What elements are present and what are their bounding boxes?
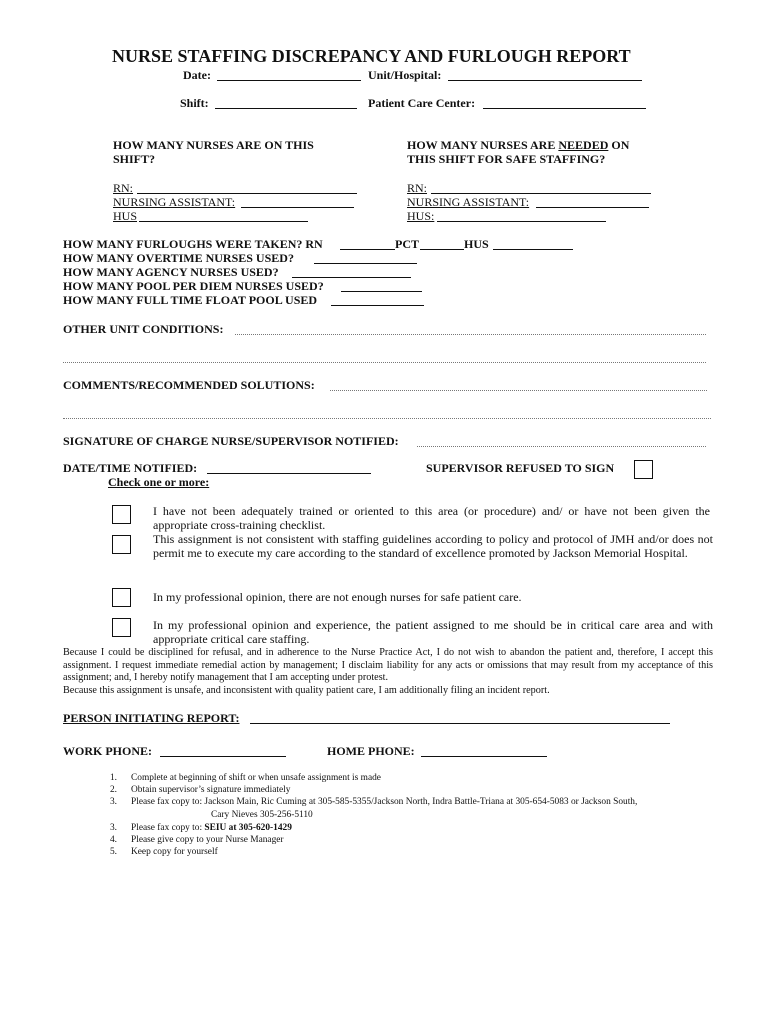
instruction-num: 2. (109, 785, 117, 795)
patient-care-center-field[interactable] (483, 108, 646, 109)
needed-hus-field[interactable] (437, 221, 606, 222)
on-shift-rn-field[interactable] (137, 193, 357, 194)
other-conditions-field[interactable] (235, 334, 706, 335)
instruction-item: Complete at beginning of shift or when unsafe assignment is made (131, 773, 381, 783)
instruction-item: Please fax copy to: Jackson Main, Ric Cuming at 305-585-5355/Jackson North, Indra Battle-Triana at 305-654-5083 or Jackson South, (131, 797, 638, 807)
signature-label: SIGNATURE OF CHARGE NURSE/SUPERVISOR NOTIFIED: (63, 434, 399, 448)
instruction-item: Obtain supervisor’s signature immediately (131, 785, 291, 795)
instruction-item: Please give copy to your Nurse Manager (131, 835, 284, 845)
other-conditions-field-2[interactable] (63, 362, 706, 363)
needed-rn-field[interactable] (431, 193, 651, 194)
instruction-num: 3. (109, 823, 117, 833)
on-shift-rn-label: RN: (113, 181, 134, 195)
agency-field[interactable] (292, 277, 411, 278)
on-shift-na-field[interactable] (241, 207, 354, 208)
work-phone-field[interactable] (160, 756, 286, 757)
option-1-text: I have not been adequately trained or oriented to this area (or procedure) and/ or have not been given the appropriate cross-training checklist. (153, 504, 710, 532)
on-shift-hus-label: HUS (113, 209, 138, 223)
signature-field[interactable] (417, 446, 706, 447)
instruction-item-cont: Cary Nieves 305-256-5110 (211, 810, 313, 820)
needed-rn-label: RN: (407, 181, 428, 195)
supervisor-refused-label: SUPERVISOR REFUSED TO SIGN (426, 461, 615, 475)
page-title: NURSE STAFFING DISCREPANCY AND FURLOUGH REPORT (112, 46, 631, 66)
instruction-num: 1. (109, 773, 117, 783)
agency-label: HOW MANY AGENCY NURSES USED? (63, 265, 279, 279)
option-1-checkbox[interactable] (112, 505, 131, 524)
on-shift-na-label: NURSING ASSISTANT: (113, 195, 236, 209)
on-shift-hus-field[interactable] (139, 221, 308, 222)
overtime-field[interactable] (314, 263, 417, 264)
home-phone-label: HOME PHONE: (327, 744, 415, 758)
home-phone-field[interactable] (421, 756, 547, 757)
option-3-checkbox[interactable] (112, 588, 131, 607)
option-3-text: In my professional opinion, there are not enough nurses for safe patient care. (153, 590, 522, 604)
date-field[interactable] (217, 80, 361, 81)
furloughs-hus-field[interactable] (493, 249, 573, 250)
per-diem-field[interactable] (341, 291, 422, 292)
unit-hospital-label: Unit/Hospital: (368, 68, 442, 82)
shift-label: Shift: (180, 96, 209, 110)
option-2-checkbox[interactable] (112, 535, 131, 554)
furloughs-hus-label: HUS (464, 237, 489, 251)
option-2-text: This assignment is not consistent with staffing guidelines according to policy and protocol of JMH and/or does not permit me to execute my care according to the standard of excellence promoted by Jackson Memorial Hospital. (153, 532, 713, 560)
furloughs-pct-field[interactable] (420, 249, 464, 250)
patient-care-center-label: Patient Care Center: (368, 96, 476, 110)
comments-label: COMMENTS/RECOMMENDED SOLUTIONS: (63, 378, 315, 392)
needed-na-label: NURSING ASSISTANT: (407, 195, 530, 209)
comments-field-2[interactable] (63, 418, 711, 419)
supervisor-refused-checkbox[interactable] (634, 460, 653, 479)
shift-field[interactable] (215, 108, 357, 109)
comments-field[interactable] (330, 390, 707, 391)
instruction-num: 5. (109, 847, 117, 857)
furloughs-label: HOW MANY FURLOUGHS WERE TAKEN? RN (63, 237, 323, 251)
option-4-text: In my professional opinion and experience, the patient assigned to me should be in critical care area and with appropriate critical care staffing. (153, 618, 713, 646)
furloughs-rn-field[interactable] (340, 249, 395, 250)
datetime-notified-label: DATE/TIME NOTIFIED: (63, 461, 198, 475)
needed-question: HOW MANY NURSES ARE NEEDED ON (407, 138, 630, 152)
disclaimer-text: Because I could be disciplined for refusal, and in adherence to the Nurse Practice Act, I do not wish to abandon the patient and, therefore, I accept this assignment. I request immediate remedial action by management; I disclaim liability for any acts or omissions that may result from my acceptance of this assignment; and, I hereby notify management that I am accepting under protest. (63, 647, 713, 683)
needed-hus-label: HUS: (407, 209, 435, 223)
overtime-label: HOW MANY OVERTIME NURSES USED? (63, 251, 294, 265)
instruction-item: Keep copy for yourself (131, 847, 218, 857)
person-initiating-field[interactable] (250, 723, 670, 724)
float-pool-field[interactable] (331, 305, 424, 306)
instruction-item: Please fax copy to: SEIU at 305-620-1429 (131, 823, 292, 833)
float-pool-label: HOW MANY FULL TIME FLOAT POOL USED (63, 293, 318, 307)
option-4-checkbox[interactable] (112, 618, 131, 637)
needed-na-field[interactable] (536, 207, 649, 208)
unit-hospital-field[interactable] (448, 80, 642, 81)
instruction-num: 4. (109, 835, 117, 845)
on-shift-question: HOW MANY NURSES ARE ON THIS (113, 138, 314, 152)
furloughs-pct-label: PCT (395, 237, 419, 251)
work-phone-label: WORK PHONE: (63, 744, 152, 758)
date-label: Date: (183, 68, 211, 82)
per-diem-label: HOW MANY POOL PER DIEM NURSES USED? (63, 279, 324, 293)
other-conditions-label: OTHER UNIT CONDITIONS: (63, 322, 224, 336)
person-initiating-label: PERSON INITIATING REPORT: (63, 711, 240, 725)
instruction-num: 3. (109, 797, 117, 807)
check-one-label: Check one or more: (108, 475, 210, 489)
incident-report-text: Because this assignment is unsafe, and inconsistent with quality patient care, I am additionally filing an incident report. (63, 685, 550, 696)
needed-question-2: THIS SHIFT FOR SAFE STAFFING? (407, 152, 606, 166)
on-shift-question-2: SHIFT? (113, 152, 156, 166)
datetime-notified-field[interactable] (207, 473, 371, 474)
